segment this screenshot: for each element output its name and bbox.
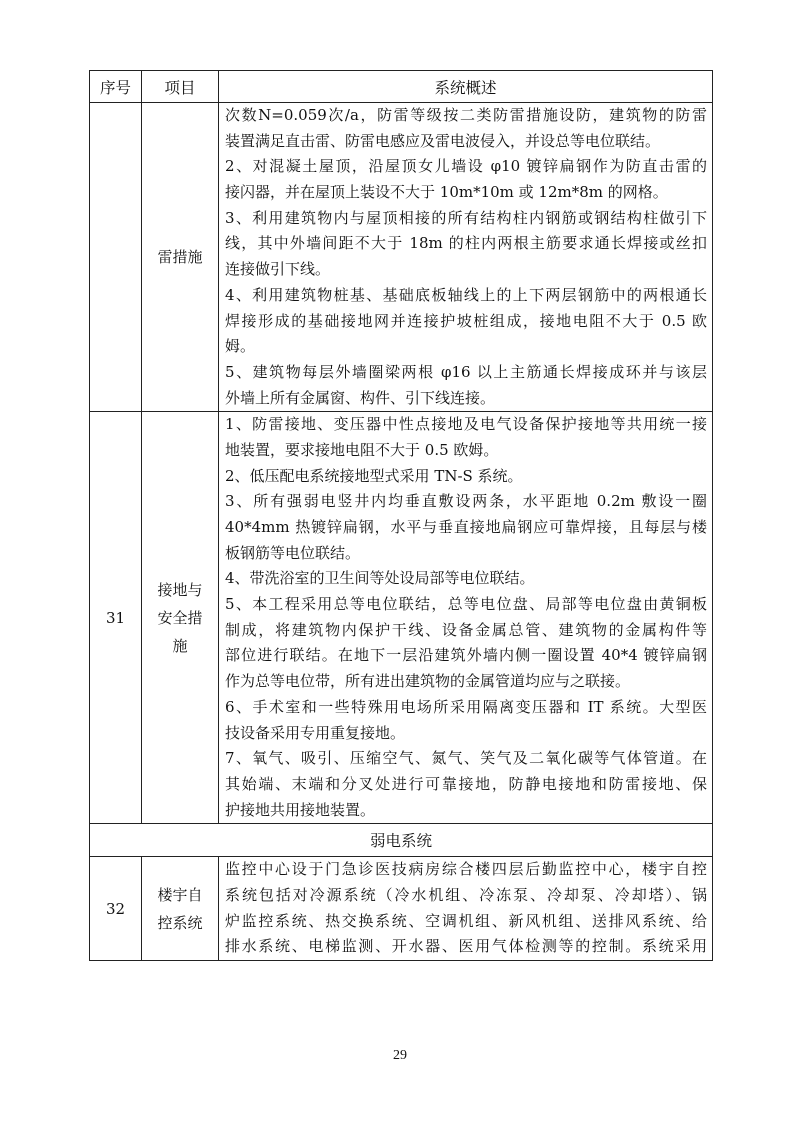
description-line: 7、氧气、吸引、压缩空气、氮气、笑气及二氧化碳等气体管道。在 bbox=[225, 749, 707, 768]
description-line: 3、所有强弱电竖井内均垂直敷设两条，水平距地 0.2m 敷设一圈 bbox=[225, 492, 707, 511]
description-line: 作为总等电位带，所有进出建筑物的金属管道均应与之联接。 bbox=[225, 672, 631, 691]
description-line: 2、低压配电系统接地型式采用 TN-S 系统。 bbox=[225, 466, 523, 485]
row-item-text: 安全措 bbox=[157, 608, 203, 627]
description-line: 炉监控系统、热交换系统、空调机组、新风机组、送排风系统、给 bbox=[225, 911, 707, 930]
section-title: 弱电系统 bbox=[90, 824, 713, 857]
description-line: 40*4mm 热镀锌扁钢，水平与垂直接地扁钢应可靠焊接，且每层与楼 bbox=[225, 518, 707, 536]
description-line: 护接地共用接地装置。 bbox=[225, 800, 376, 819]
row-item-text: 控系统 bbox=[157, 913, 203, 932]
row-description bbox=[219, 103, 713, 412]
description-line: 排水系统、电梯监测、开水器、医用气体检测等的控制。系统采用 bbox=[225, 937, 707, 956]
section-row bbox=[90, 824, 713, 857]
content-table bbox=[89, 70, 713, 961]
table-row bbox=[90, 412, 713, 824]
row-item-text: 雷措施 bbox=[157, 248, 203, 267]
description-line: 6、手术室和一些特殊用电场所采用隔离变压器和 IT 系统。大型医 bbox=[225, 697, 707, 716]
description-line: 地装置，要求接地电阻不大于 0.5 欧姆。 bbox=[225, 440, 499, 459]
header-no: 序号 bbox=[90, 71, 142, 103]
description-line: 4、利用建筑物桩基、基础底板轴线上的上下两层钢筋中的两根通长 bbox=[225, 285, 707, 304]
row-item-text: 接地与 bbox=[157, 580, 203, 599]
description-line: 连接做引下线。 bbox=[225, 260, 331, 279]
description-line: 系统包括对冷源系统（冷水机组、冷冻泵、冷却泵、冷却塔）、锅 bbox=[225, 885, 707, 904]
description-line: 焊接形成的基础接地网并连接护坡桩组成，接地电阻不大于 0.5 欧 bbox=[225, 311, 707, 330]
description-line: 其始端、末端和分叉处进行可靠接地，防静电接地和防雷接地、保 bbox=[225, 774, 707, 793]
row-item bbox=[142, 857, 219, 961]
description-line: 2、对混凝土屋顶，沿屋顶女儿墙设 φ10 镀锌扁钢作为防直击雷的 bbox=[225, 157, 707, 176]
description-line: 制成，将建筑物内保护干线、设备金属总管、建筑物的金属构件等 bbox=[225, 620, 707, 639]
row-number: 32 bbox=[90, 857, 142, 961]
description-line: 5、建筑物每层外墙圈梁两根 φ16 以上主筋通长焊接成环并与该层 bbox=[225, 362, 707, 381]
description-line: 姆。 bbox=[225, 337, 256, 356]
description-line: 板钢筋等电位联结。 bbox=[225, 543, 361, 562]
description-line: 部位进行联结。在地下一层沿建筑外墙内侧一圈设置 40*4 镀锌扁钢 bbox=[225, 646, 707, 665]
description-line: 4、带洗浴室的卫生间等处设局部等电位联结。 bbox=[225, 569, 535, 588]
row-number bbox=[90, 103, 142, 412]
description-line: 接闪器，并在屋顶上装设不大于 10m*10m 或 12m*8m 的网格。 bbox=[225, 183, 668, 202]
header-overview: 系统概述 bbox=[219, 71, 713, 103]
row-item-text: 施 bbox=[172, 636, 188, 655]
description-line: 5、本工程采用总等电位联结，总等电位盘、局部等电位盘由黄铜板 bbox=[225, 595, 707, 614]
description-line: 技设备采用专用重复接地。 bbox=[225, 723, 406, 742]
description-line: 外墙上所有金属窗、构件、引下线连接。 bbox=[225, 388, 496, 407]
description-line: 1、防雷接地、变压器中性点接地及电气设备保护接地等共用统一接 bbox=[225, 415, 707, 434]
row-description bbox=[219, 857, 713, 961]
header-row bbox=[90, 71, 713, 103]
row-item-text: 楼宇自 bbox=[157, 885, 203, 904]
header-item: 项目 bbox=[142, 71, 219, 103]
description-line: 次数N=0.059次/a，防雷等级按二类防雷措施设防，建筑物的防雷 bbox=[225, 106, 707, 124]
description-line: 监控中心设于门急诊医技病房综合楼四层后勤监控中心，楼宇自控 bbox=[225, 860, 707, 879]
description-line: 装置满足直击雷、防雷电感应及雷电波侵入，并设总等电位联结。 bbox=[225, 131, 661, 150]
row-number: 31 bbox=[90, 412, 142, 824]
row-item bbox=[142, 103, 219, 412]
description-line: 3、利用建筑物内与屋顶相接的所有结构柱内钢筋或钢结构柱做引下 bbox=[225, 208, 707, 227]
page-number: 29 bbox=[393, 1048, 407, 1063]
row-item bbox=[142, 412, 219, 824]
row-description bbox=[219, 412, 713, 824]
description-line: 线，其中外墙间距不大于 18m 的柱内两根主筋要求通长焊接或丝扣 bbox=[225, 234, 707, 253]
table-row bbox=[90, 103, 713, 412]
table-row bbox=[90, 857, 713, 961]
